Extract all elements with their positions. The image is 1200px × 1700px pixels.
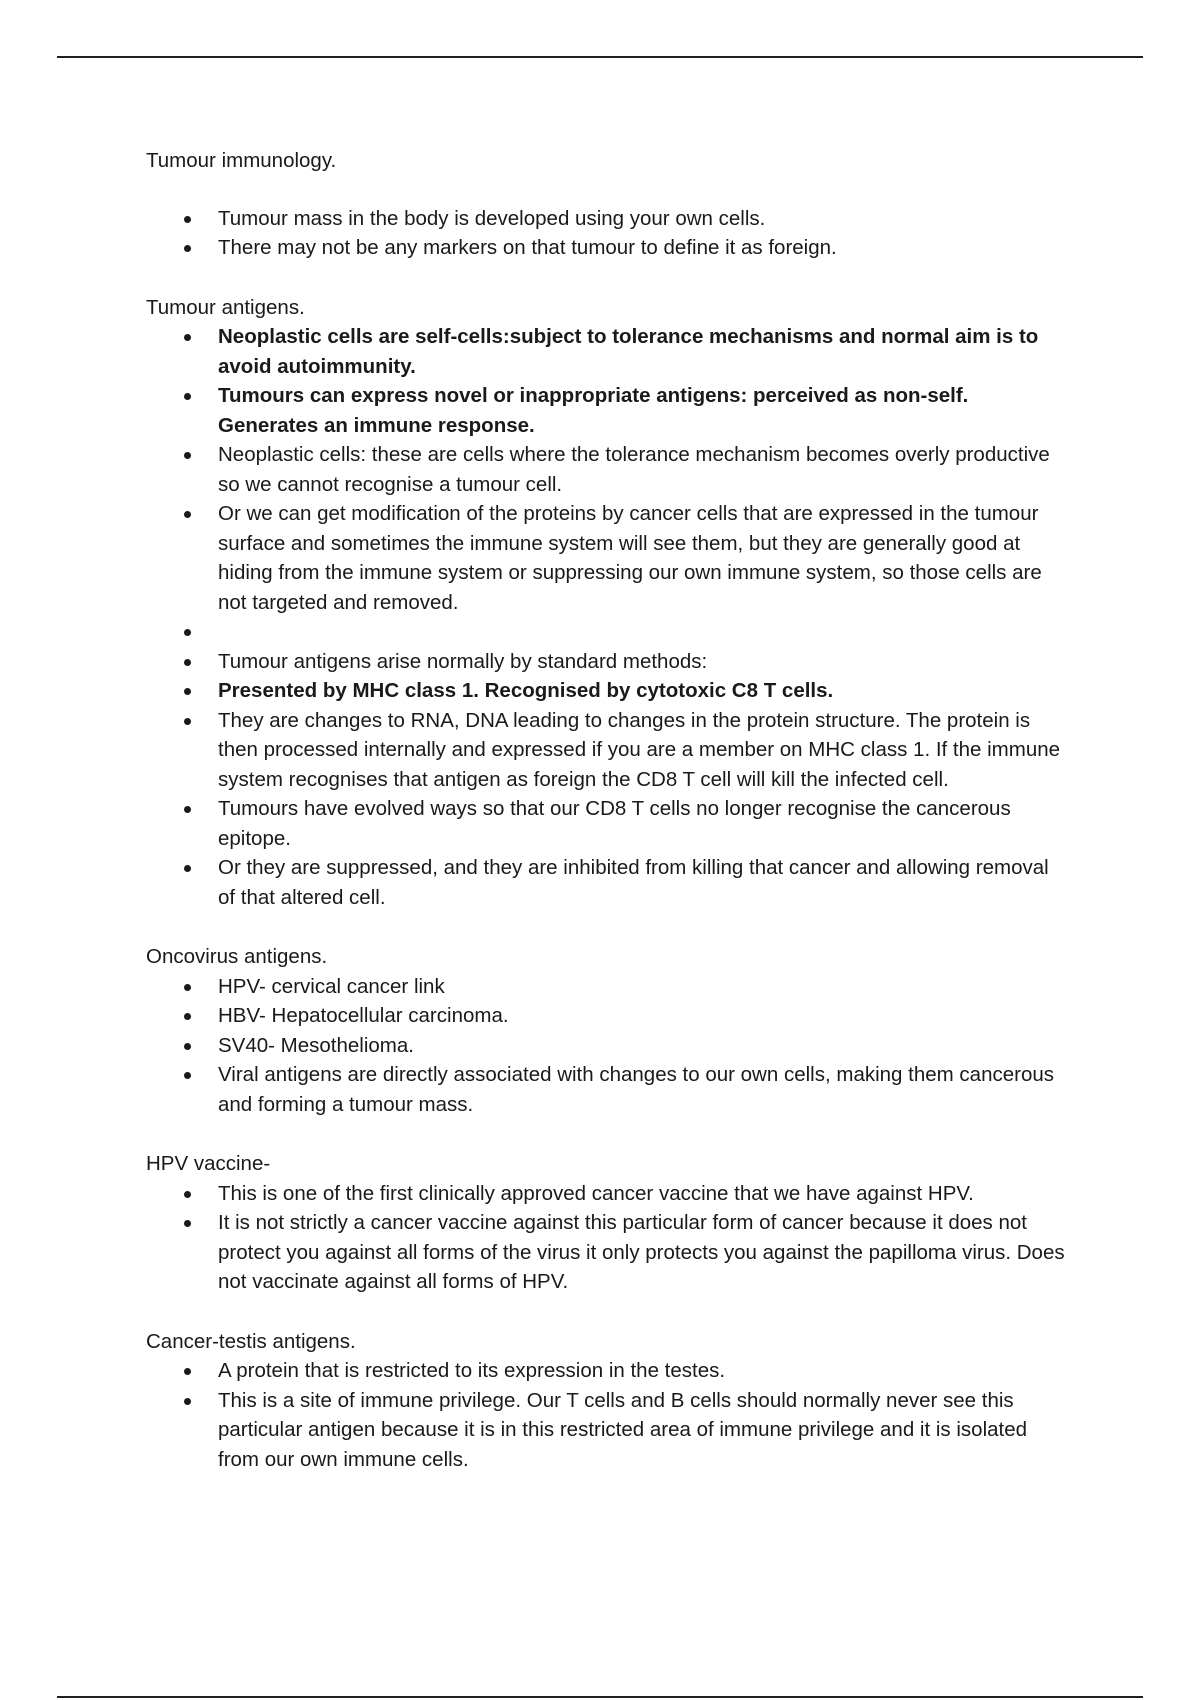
list-item: Presented by MHC class 1. Recognised by cytotoxic C8 T cells. <box>146 676 1066 706</box>
section-heading-tumour-antigens: Tumour antigens. <box>146 295 305 319</box>
list-item: It is not strictly a cancer vaccine against this particular form of cancer because it does not protect you against all forms of the virus it only protects you against the papilloma virus. Does not vaccinate against all forms of HPV. <box>146 1208 1066 1297</box>
list-item: Or they are suppressed, and they are inhibited from killing that cancer and allowing removal of that altered cell. <box>146 853 1066 912</box>
list-item: Neoplastic cells are self-cells:subject to tolerance mechanisms and normal aim is to avoid autoimmunity. <box>146 322 1066 381</box>
list-item: A protein that is restricted to its expression in the testes. <box>146 1356 1066 1386</box>
bullet-list-oncovirus-antigens <box>146 972 1066 1120</box>
list-item: Or we can get modification of the proteins by cancer cells that are expressed in the tumour surface and sometimes the immune system will see them, but they are generally good at hiding from the immune system or suppressing our own immune system, so those cells are not targeted and removed. <box>146 499 1066 617</box>
list-item: HBV- Hepatocellular carcinoma. <box>146 1001 1066 1031</box>
bullet-list-tumour-antigens <box>146 322 1066 912</box>
list-item: They are changes to RNA, DNA leading to changes in the protein structure. The protein is then processed internally and expressed if you are a member on MHC class 1. If the immune system recognises that antigen as foreign the CD8 T cell will kill the infected cell. <box>146 706 1066 795</box>
section-heading-cancer-testis-antigens: Cancer-testis antigens. <box>146 1329 356 1353</box>
list-item: Viral antigens are directly associated with changes to our own cells, making them cancerous and forming a tumour mass. <box>146 1060 1066 1119</box>
list-item: This is a site of immune privilege. Our T cells and B cells should normally never see this particular antigen because it is in this restricted area of immune privilege and it is isolated from our own immune cells. <box>146 1386 1066 1475</box>
list-item: HPV- cervical cancer link <box>146 972 1066 1002</box>
document-body <box>146 146 1066 1474</box>
list-item: Tumours can express novel or inappropriate antigens: perceived as non-self. Generates an immune response. <box>146 381 1066 440</box>
list-item: Tumour mass in the body is developed using your own cells. <box>146 204 1066 234</box>
bullet-list-hpv-vaccine <box>146 1179 1066 1297</box>
list-item: SV40- Mesothelioma. <box>146 1031 1066 1061</box>
section-heading-oncovirus-antigens: Oncovirus antigens. <box>146 945 328 968</box>
footer-rule <box>57 1696 1143 1698</box>
header-rule <box>57 56 1143 58</box>
section-heading-tumour-immunology: Tumour immunology. <box>146 149 337 172</box>
list-item: Tumour antigens arise normally by standard methods: <box>146 647 1066 677</box>
list-item: There may not be any markers on that tumour to define it as foreign. <box>146 233 1066 263</box>
bullet-list-tumour-immunology <box>146 204 1066 263</box>
bullet-list-cancer-testis-antigens <box>146 1356 1066 1474</box>
list-item: Neoplastic cells: these are cells where the tolerance mechanism becomes overly productive so we cannot recognise a tumour cell. <box>146 440 1066 499</box>
list-item: Tumours have evolved ways so that our CD8 T cells no longer recognise the cancerous epitope. <box>146 794 1066 853</box>
list-item: This is one of the first clinically approved cancer vaccine that we have against HPV. <box>146 1179 1066 1209</box>
list-item-empty <box>146 617 1066 647</box>
section-heading-hpv-vaccine: HPV vaccine- <box>146 1152 271 1175</box>
